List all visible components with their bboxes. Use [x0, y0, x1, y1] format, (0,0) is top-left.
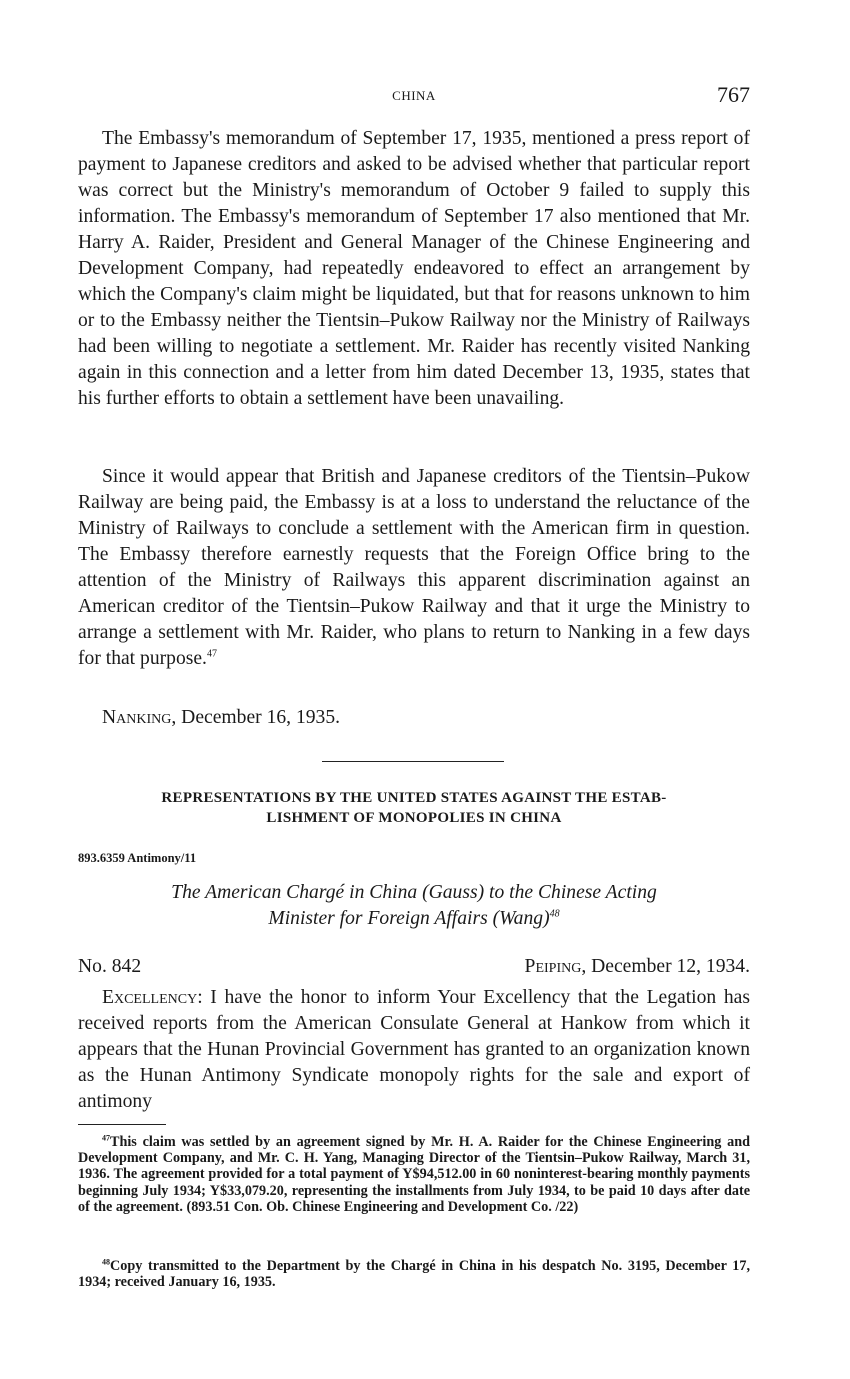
section-heading-line-1: REPRESENTATIONS BY THE UNITED STATES AGAINST THE ESTAB-: [161, 790, 667, 806]
letter-text: I have the honor to inform Your Excellency that the Legation has received reports from the American Consulate General at Hankow from which it appears that the Hunan Provincial Government has granted to an organization known as the Hunan Antimony Syndicate monopoly rights for the sale and export of antimony: [78, 987, 750, 1112]
dateline: [102, 707, 340, 729]
document-title-line-2-text: Minister for Foreign Affairs (Wang): [268, 908, 550, 929]
letter-body: [78, 985, 750, 1115]
paragraph-1: The Embassy's memorandum of September 17, 1935, mentioned a press report of payment to Japanese creditors and asked to be advised whether that particular report was correct but the Ministry's memorandum of October 9 failed to supply this information. The Embassy's memorandum of September 17 also mentioned that Mr. Harry A. Raider, President and General Manager of the Chinese Engineering and Development Company, had repeatedly endeavored to effect an arrangement by which the Company's claim might be liquidated, but that for reasons unknown to him or to the Embassy neither the Tientsin–Pukow Railway nor the Ministry of Railways had been willing to negotiate a settlement. Mr. Raider has recently visited Nanking again in this connection and a letter from him dated December 13, 1935, states that his further efforts to obtain a settlement have been unavailing.: [78, 128, 750, 409]
paragraph-2-text: Since it would appear that British and Japanese creditors of the Tientsin–Pukow Railway are being paid, the Embassy is at a loss to understand the reluctance of the Ministry of Railways to conclude a settlement with the American firm in question. The Embassy therefore earnestly requests that the Foreign Office bring to the attention of the Ministry of Railways this apparent discrimination against an American creditor of the Tientsin–Pukow Railway and that it urge the Ministry to arrange a settlement with Mr. Raider, who plans to return to Nanking in a few days for that purpose.: [78, 466, 750, 669]
section-heading-line-2: LISHMENT OF MONOPOLIES IN CHINA: [266, 810, 562, 826]
document-title: [78, 880, 750, 932]
document-title-line-2: [78, 906, 750, 932]
footnote-47-text: This claim was settled by an agreement signed by Mr. H. A. Raider for the Chinese Engineering and Development Company, and Mr. C. H. Yang, Managing Director of the Tientsin–Pukow Railway, March 31, 1936. The agreement provided for a total payment of Y$94,512.00 in 60 noninterest-bearing monthly payments beginning July 1934; Y$33,079.20, representing the installments from July 1934, to be paid 10 days after date of the agreement. (893.51 Con. Ob. Chinese Engineering and Development Co. /22): [78, 1134, 750, 1215]
dateline-place: Nanking: [102, 707, 172, 728]
letter-salutation: Excellency: [102, 987, 198, 1008]
page-number: 767: [717, 82, 750, 107]
section-heading: [78, 788, 750, 828]
section-divider: [322, 761, 504, 762]
letter-number: No. 842: [78, 956, 142, 977]
letter-salutation-punct: :: [197, 987, 211, 1008]
dateline-date: , December 16, 1935.: [171, 707, 341, 728]
paragraph-2: [78, 464, 750, 672]
footnote-ref-48: 48: [549, 908, 560, 920]
document-title-line-1: The American Chargé in China (Gauss) to the Chinese Acting: [171, 882, 657, 903]
page-header: [78, 82, 750, 112]
footnote-48: [78, 1258, 750, 1290]
letter-date: , December 12, 1934.: [581, 956, 750, 977]
footnote-ref-47: 47: [206, 648, 217, 660]
footnote-47: [78, 1134, 750, 1215]
footnote-48-mark: 48: [102, 1257, 110, 1267]
file-reference: 893.6359 Antimony/11: [78, 851, 197, 865]
letter-place: Peiping: [524, 956, 582, 977]
footnote-47-mark: 47: [102, 1133, 110, 1143]
footnote-48-text: Copy transmitted to the Department by the Chargé in China in his despatch No. 3195, December 17, 1934; received January 16, 1935.: [78, 1258, 750, 1291]
running-title: CHINA: [392, 88, 436, 103]
letter-dateline: [525, 956, 750, 978]
footnote-divider: [78, 1124, 166, 1125]
